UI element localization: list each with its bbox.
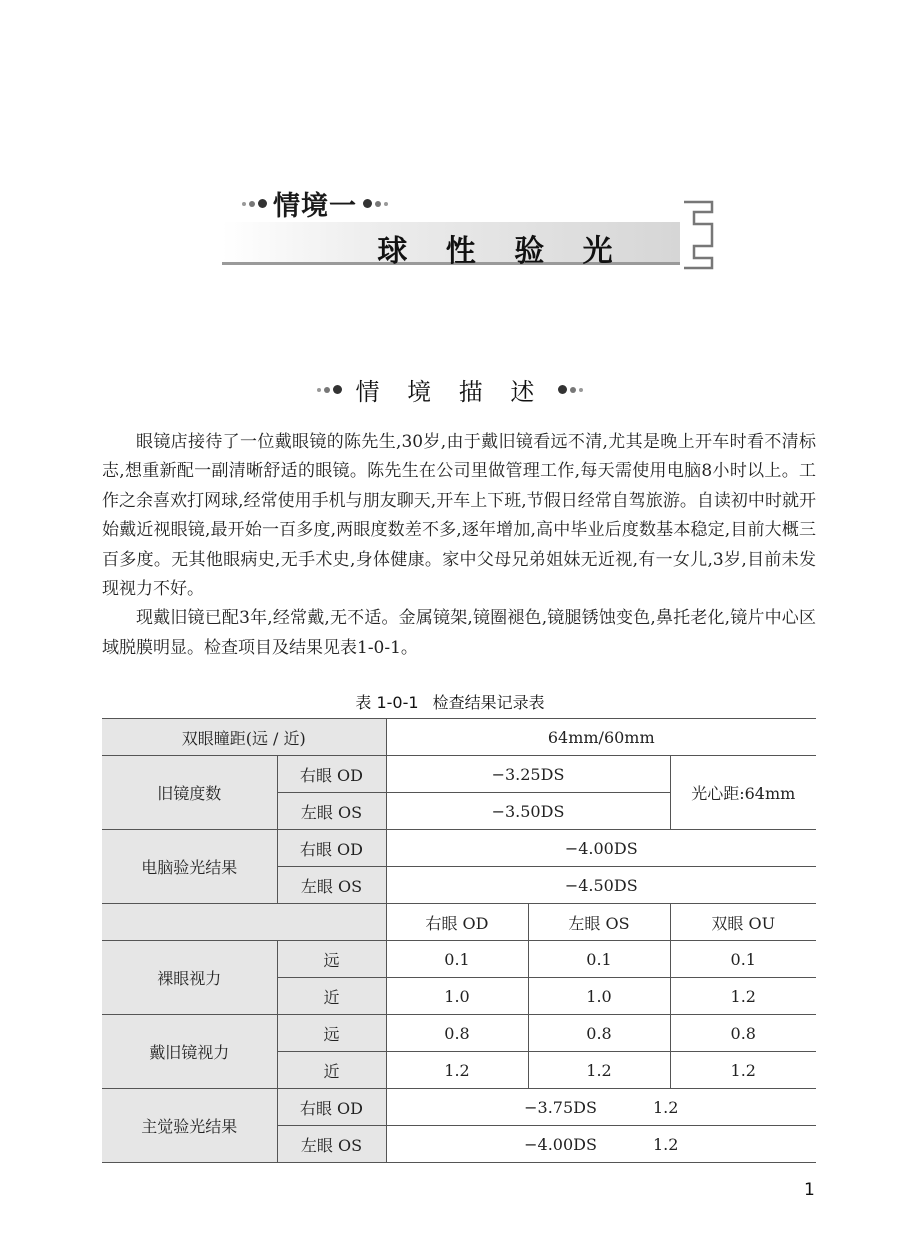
table-cell: −3.25DS xyxy=(386,756,670,793)
table-caption-number: 表 1-0-1 xyxy=(355,693,419,712)
table-row xyxy=(102,719,816,756)
bracket-ornament-icon xyxy=(680,200,720,270)
dots-left-icon xyxy=(317,385,342,394)
table-cell: 右眼 OD xyxy=(277,830,386,867)
section-title: 情 境 描 述 xyxy=(355,378,545,406)
table-cell: 戴旧镜视力 xyxy=(102,1015,277,1089)
table-cell: −4.00DS xyxy=(386,830,816,867)
table-cell: 0.8 xyxy=(670,1015,816,1052)
table-row xyxy=(102,830,816,867)
table-cell: 1.0 xyxy=(528,978,670,1015)
table-cell xyxy=(386,1089,816,1126)
dots-left-icon xyxy=(242,199,267,208)
chapter-label-text: 情境一 xyxy=(273,191,357,222)
sphere-value: −4.00DS xyxy=(524,1134,597,1154)
table-cell: 1.2 xyxy=(670,1052,816,1089)
table-cell: 左眼 OS xyxy=(277,793,386,830)
table-cell: 裸眼视力 xyxy=(102,941,277,1015)
table-cell: 1.0 xyxy=(386,978,528,1015)
table-cell: 左眼 OS xyxy=(528,904,670,941)
paragraph: 现戴旧镜已配3年,经常戴,无不适。金属镜架,镜圈褪色,镜腿锈蚀变色,鼻托老化,镜片中心区域脱膜明显。检查项目及结果见表1-0-1。 xyxy=(102,608,816,658)
table-cell: 0.8 xyxy=(386,1015,528,1052)
table-cell: 双眼 OU xyxy=(670,904,816,941)
table-cell: 0.1 xyxy=(528,941,670,978)
body-text xyxy=(102,428,816,663)
table-cell: 远 xyxy=(277,941,386,978)
table-caption-title: 检查结果记录表 xyxy=(432,693,545,712)
table-cell: 1.2 xyxy=(386,1052,528,1089)
paragraph: 眼镜店接待了一位戴眼镜的陈先生,30岁,由于戴旧镜看远不清,尤其是晚上开车时看不清标志,想重新配一副清晰舒适的眼镜。陈先生在公司里做管理工作,每天需使用电脑8小时以上。工作之余喜欢打网球,经常使用手机与朋友聊天,开车上下班,节假日经常自驾旅游。自读初中时就开始戴近视眼镜,最开始一百多度,两眼度数差不多,逐年增加,高中毕业后度数基本稳定,目前大概三百多度。无其他眼病史,无手术史,身体健康。家中父母兄弟姐妹无近视,有一女儿,3岁,目前未发现视力不好。 xyxy=(102,432,816,600)
table-caption xyxy=(0,690,900,713)
table-row xyxy=(102,904,816,941)
results-table xyxy=(102,718,816,1163)
table-cell: 电脑验光结果 xyxy=(102,830,277,904)
dots-right-icon xyxy=(558,385,583,394)
table-cell: 右眼 OD xyxy=(277,756,386,793)
dots-right-icon xyxy=(363,199,388,208)
acuity-value: 1.2 xyxy=(652,1097,679,1117)
chapter-label xyxy=(242,184,388,223)
table-cell: 主觉验光结果 xyxy=(102,1089,277,1163)
chapter-header xyxy=(222,178,700,272)
table-cell: 近 xyxy=(277,978,386,1015)
table-cell: 0.1 xyxy=(670,941,816,978)
chapter-title: 球 性 验 光 xyxy=(377,234,627,269)
table-row xyxy=(102,1015,816,1052)
table-cell: 1.2 xyxy=(528,1052,670,1089)
table-cell: 旧镜度数 xyxy=(102,756,277,830)
table-row xyxy=(102,941,816,978)
table-cell xyxy=(386,1126,816,1163)
table-cell: 1.2 xyxy=(670,978,816,1015)
table-cell: 光心距:64mm xyxy=(670,756,816,830)
table-cell: 64mm/60mm xyxy=(386,719,816,756)
table-cell xyxy=(102,904,386,941)
section-heading xyxy=(0,372,900,407)
table-row xyxy=(102,1089,816,1126)
table-cell: 左眼 OS xyxy=(277,867,386,904)
table-cell: 0.1 xyxy=(386,941,528,978)
table-row xyxy=(102,756,816,793)
table-cell: 近 xyxy=(277,1052,386,1089)
table-cell: 0.8 xyxy=(528,1015,670,1052)
sphere-value: −3.75DS xyxy=(524,1097,597,1117)
page-number: 1 xyxy=(804,1180,815,1200)
table-cell: −3.50DS xyxy=(386,793,670,830)
table-cell: 双眼瞳距(远 / 近) xyxy=(102,719,386,756)
table-cell: 右眼 OD xyxy=(386,904,528,941)
table-cell: 远 xyxy=(277,1015,386,1052)
table-cell: 右眼 OD xyxy=(277,1089,386,1126)
table-cell: −4.50DS xyxy=(386,867,816,904)
table-cell: 左眼 OS xyxy=(277,1126,386,1163)
acuity-value: 1.2 xyxy=(652,1134,679,1154)
